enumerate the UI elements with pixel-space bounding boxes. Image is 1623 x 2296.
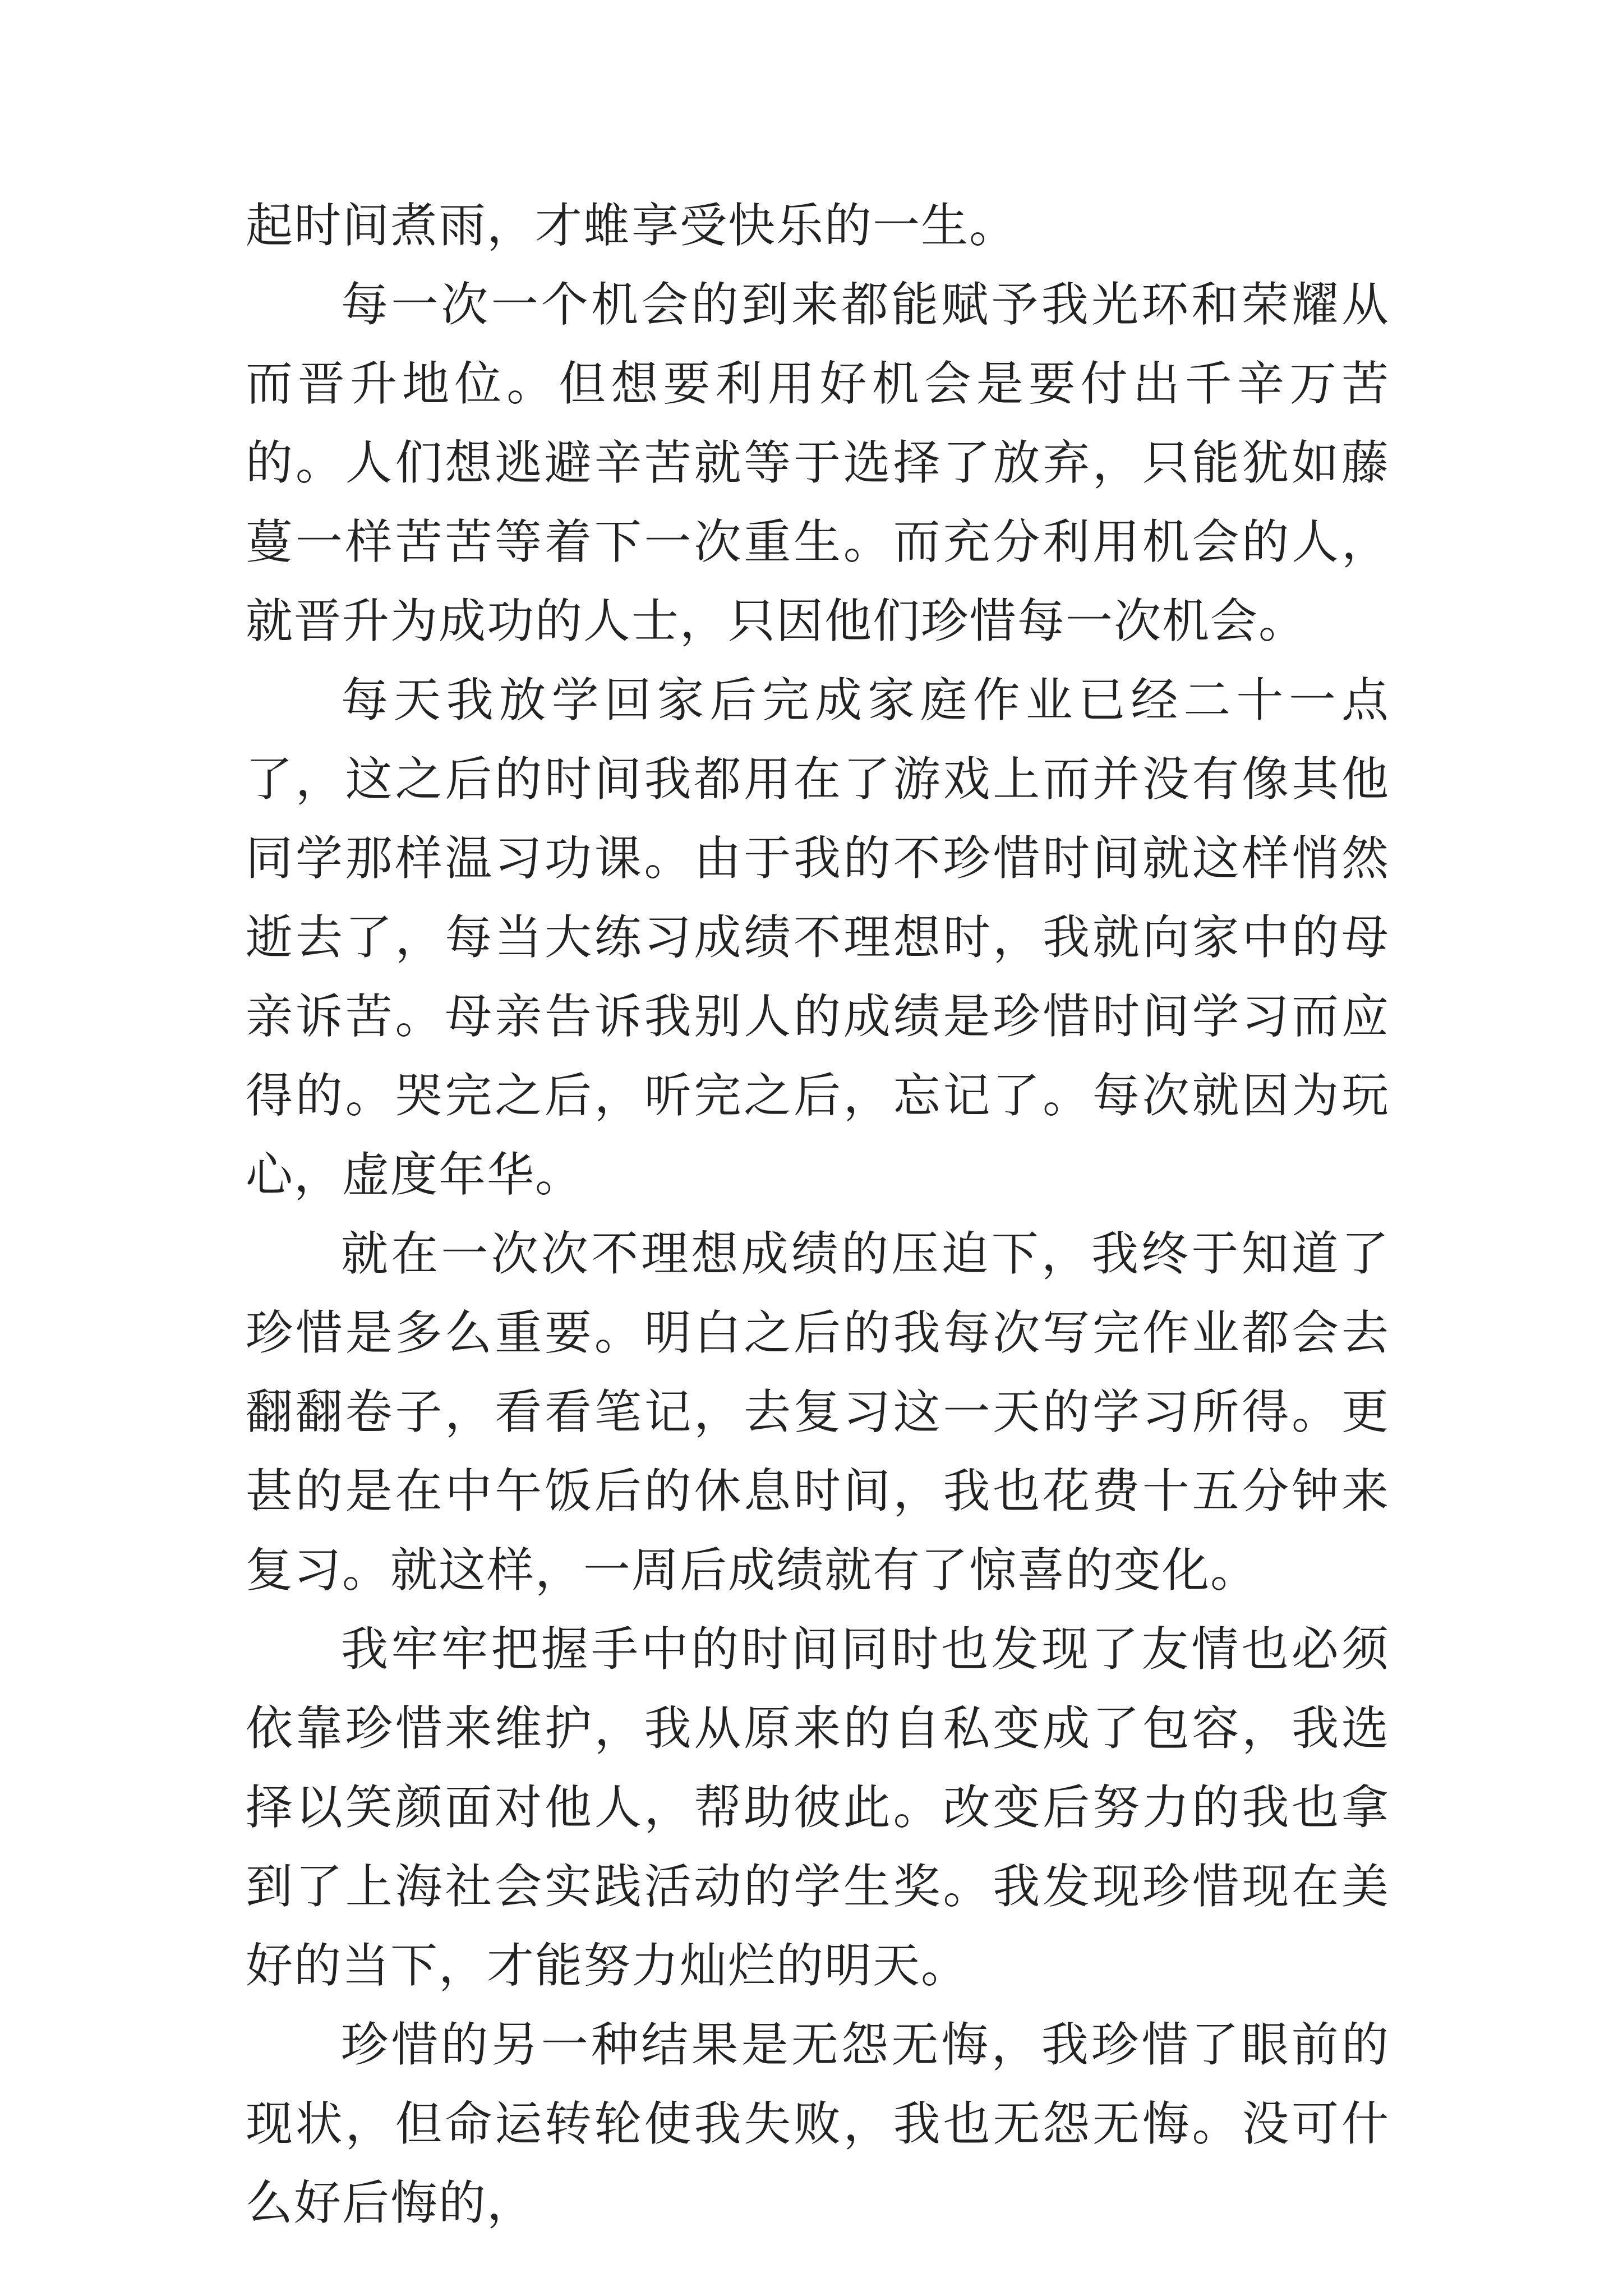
paragraph-opportunity: 每一次一个机会的到来都能赋予我光环和荣耀从而晋升地位。但想要利用好机会是要付出千辛万苦的。人们想逃避辛苦就等于选择了放弃，只能犹如藤蔓一样苦苦等着下一次重生。而充分利用机会的人，就晋升为成功的人士，只因他们珍惜每一次机会。 xyxy=(246,277,1390,648)
paragraph-realization: 就在一次次不理想成绩的压迫下，我终于知道了珍惜是多么重要。明白之后的我每次写完作业都会去翻翻卷子，看看笔记，去复习这一天的学习所得。更甚的是在中午饭后的休息时间，我也花费十五分钟来复习。就这样，一周后成绩就有了惊喜的变化。 xyxy=(246,1226,1390,1598)
paragraph-continuation: 起时间煮雨，才蜼享受快乐的一生。 xyxy=(246,198,1018,253)
paragraph-friendship: 我牢牢把握手中的时间同时也发现了友情也必须依靠珍惜来维护，我从原来的自私变成了包容，我选择以笑颜面对他人，帮助彼此。改变后努力的我也拿到了上海社会实践活动的学生奖。我发现珍惜现在美好的当下，才能努力灿烂的明天。 xyxy=(246,1622,1390,1993)
paragraph-homework: 每天我放学回家后完成家庭作业已经二十一点了，这之后的时间我都用在了游戏上而并没有像其他同学那样温习功课。由于我的不珍惜时间就这样悄然逝去了，每当大练习成绩不理想时，我就向家中的母亲诉苦。母亲告诉我别人的成绩是珍惜时间学习而应得的。哭完之后，听完之后，忘记了。每次就因为玩心，虚度年华。 xyxy=(246,673,1390,1202)
document-body xyxy=(246,186,1390,2243)
paragraph-no-regrets: 珍惜的另一种结果是无怨无悔，我珍惜了眼前的现状，但命运转轮使我失败，我也无怨无悔。没可什么好后悔的， xyxy=(246,2017,1390,2230)
